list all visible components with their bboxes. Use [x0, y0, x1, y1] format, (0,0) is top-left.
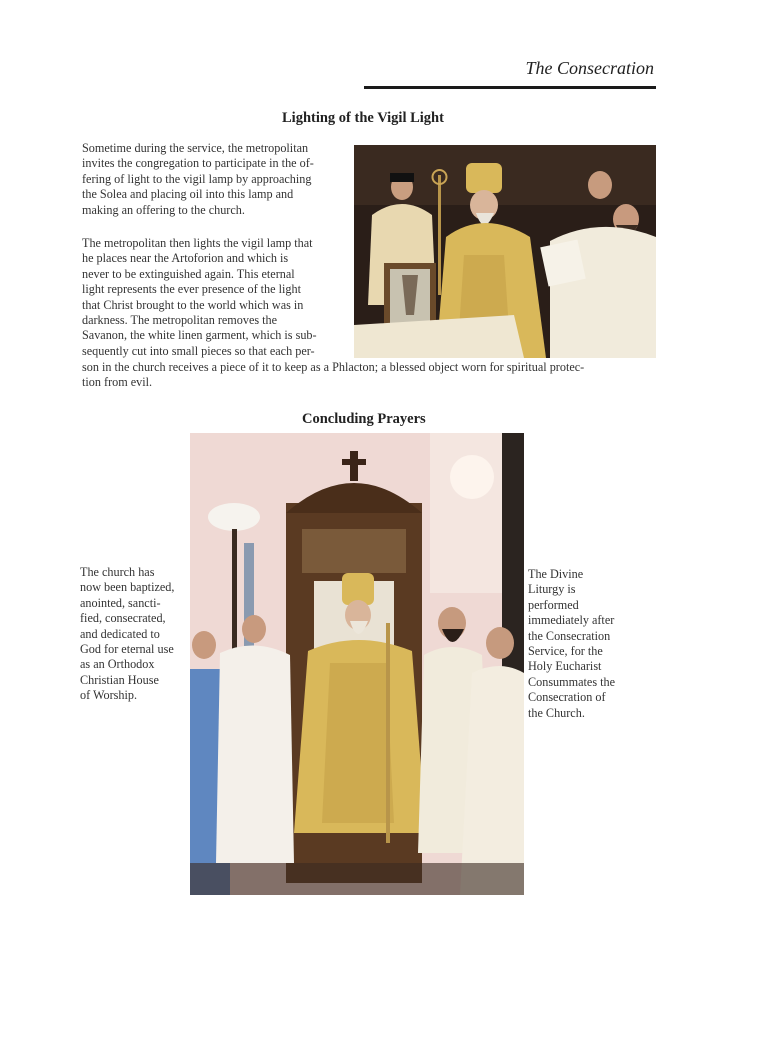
text-line: Liturgy is — [528, 582, 576, 597]
text-line: he places near the Artoforion and which is — [82, 251, 289, 266]
text-line: God for eternal use — [80, 642, 174, 657]
header-rule — [364, 86, 656, 89]
text-line: making an offering to the church. — [82, 202, 245, 217]
section-heading-concluding-prayers: Concluding Prayers — [302, 411, 426, 427]
text-line: never to be extinguished again. This eternal — [82, 266, 295, 281]
paragraph-vigil-lamp — [82, 236, 352, 359]
photo-concluding-prayers — [190, 433, 524, 895]
text-line: now been baptized, — [80, 580, 175, 595]
photo-vigil-light-ceremony — [354, 145, 656, 358]
text-line: The Divine — [528, 567, 584, 581]
text-line: darkness. The metropolitan removes the — [82, 313, 278, 328]
text-line: Consecration of — [528, 690, 606, 705]
text-line: sequently cut into small pieces so that each per- — [82, 343, 315, 358]
text-line: Christian House — [80, 672, 159, 687]
text-line: light represents the ever presence of the light — [82, 282, 301, 297]
text-line: Sometime during the service, the metropolitan — [82, 141, 309, 155]
caption-church-dedicated — [80, 565, 190, 704]
text-line: Holy Eucharist — [528, 659, 602, 674]
text-line: performed — [528, 597, 579, 612]
text-line: fied, consecrated, — [80, 611, 166, 626]
text-line: anointed, sancti- — [80, 595, 161, 610]
text-line: The church has — [80, 565, 155, 579]
text-line: as an Orthodox — [80, 657, 155, 672]
running-title: The Consecration — [525, 58, 654, 78]
caption-divine-liturgy — [528, 567, 648, 721]
paragraph-offering — [82, 141, 352, 218]
text-line: Service, for the — [528, 644, 603, 659]
text-line: the Solea and placing oil into this lamp and — [82, 187, 294, 202]
text-line: son in the church receives a piece of it to keep as a Phlacton; a blessed object worn for spiritual protec- — [82, 360, 585, 374]
text-line: the Consecration — [528, 628, 611, 643]
text-line: tion from evil. — [82, 375, 153, 390]
text-line: and dedicated to — [80, 626, 160, 641]
text-line: fering of light to the vigil lamp by approaching — [82, 171, 312, 186]
paragraph-vigil-lamp-continued — [82, 360, 682, 391]
section-heading-vigil-light: Lighting of the Vigil Light — [282, 110, 444, 126]
text-line: Savanon, the white linen garment, which is sub- — [82, 328, 317, 343]
text-line: immediately after — [528, 613, 615, 628]
text-line: Consummates the — [528, 674, 615, 689]
text-line: the Church. — [528, 705, 585, 720]
text-line: invites the congregation to participate in the of- — [82, 156, 314, 171]
text-line: of Worship. — [80, 688, 138, 703]
text-line: The metropolitan then lights the vigil lamp that — [82, 236, 313, 250]
text-line: that Christ brought to the world which was in — [82, 297, 304, 312]
